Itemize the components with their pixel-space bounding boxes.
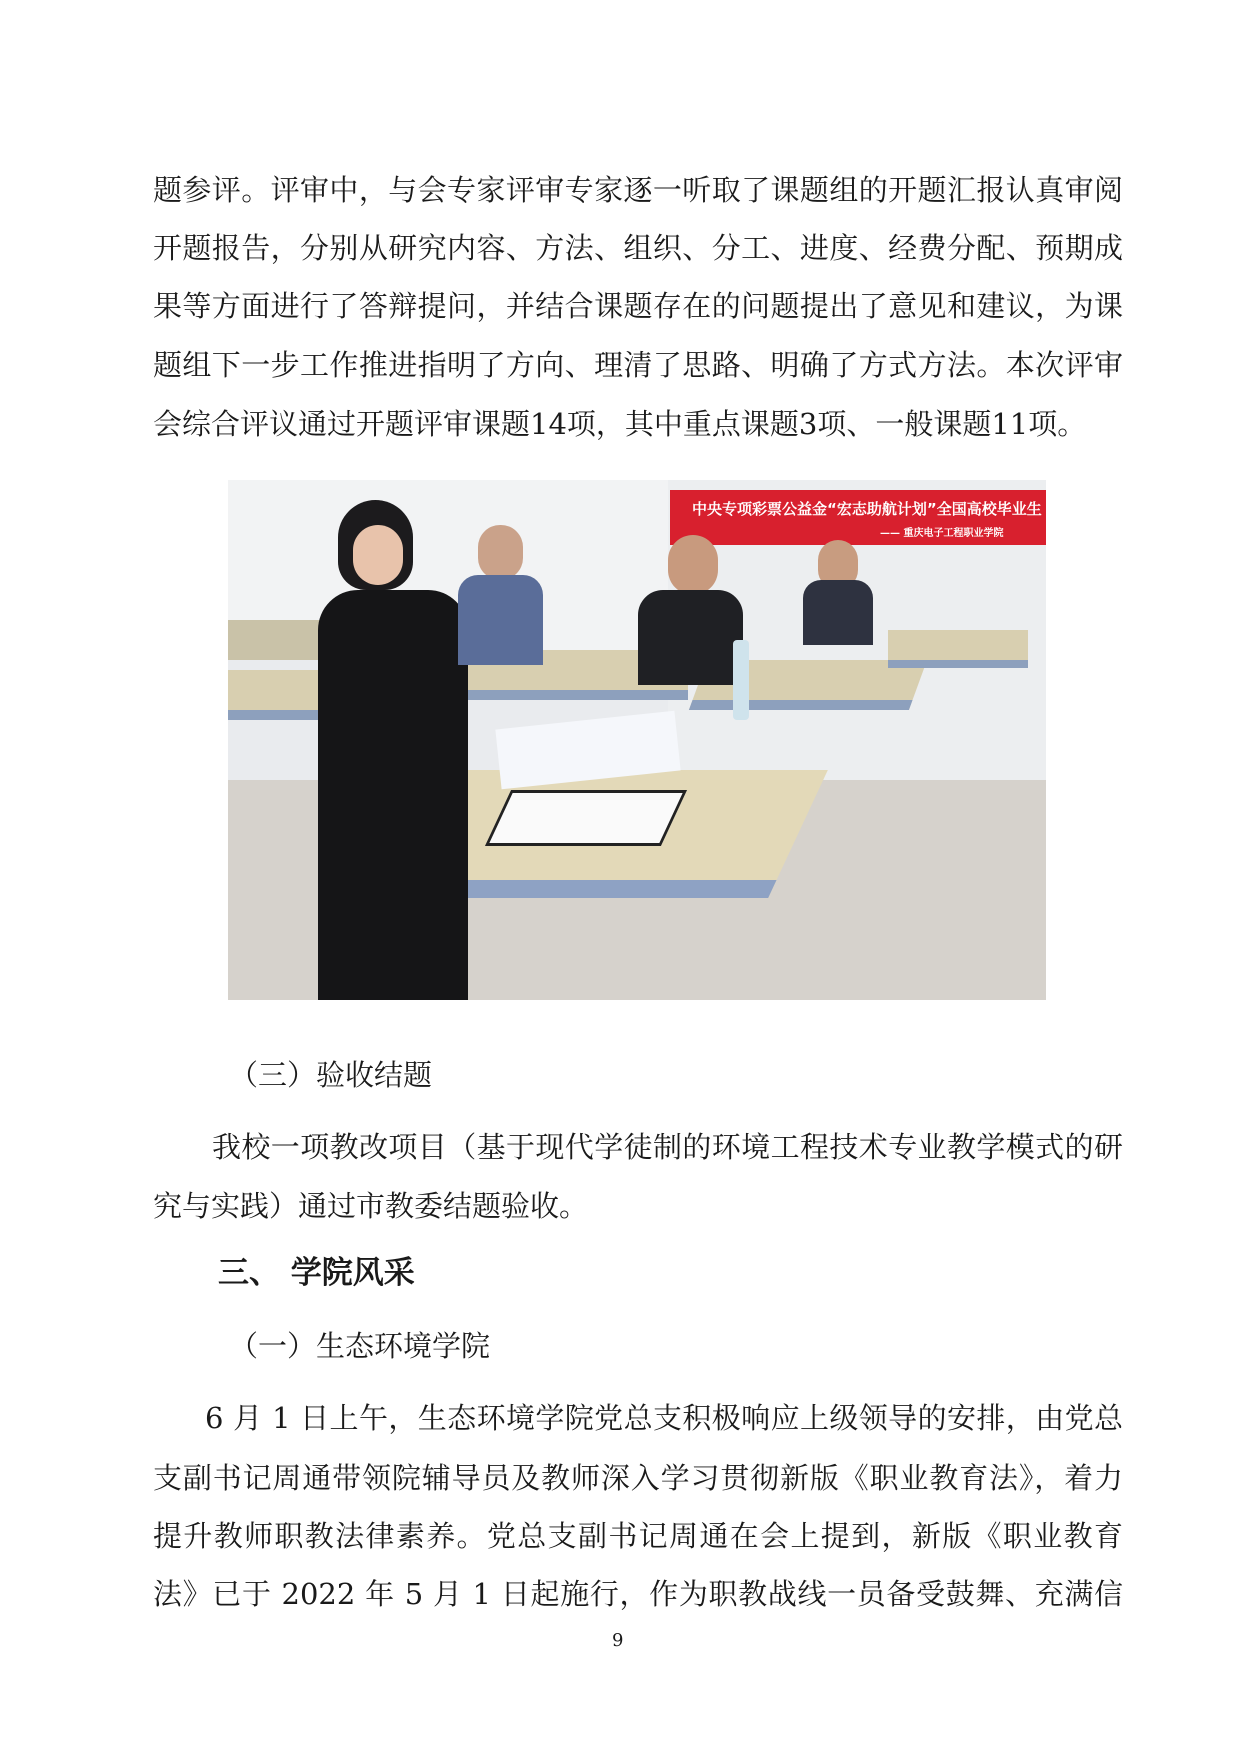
text-line: 会综合评议通过开题评审课题14项，其中重点课题3项、一般课题11项。	[153, 407, 1087, 441]
person	[668, 535, 718, 595]
banner-title: 中央专项彩票公益金“宏志助航计划”全国高校毕业生	[692, 500, 1042, 518]
text-line: 开题报告，分别从研究内容、方法、组织、分工、进度、经费分配、预期成	[153, 231, 1123, 265]
banner-subtitle: —— 重庆电子工程职业学院	[880, 528, 1004, 539]
meeting-photo	[228, 480, 1046, 1000]
sub-heading-college: （一）生态环境学院	[229, 1329, 491, 1363]
page-number: 9	[612, 1630, 624, 1651]
text-line: 题组下一步工作推进指明了方向、理清了思路、明确了方式方法。本次评审	[153, 348, 1123, 382]
person	[478, 525, 523, 580]
text-line: 果等方面进行了答辩提问，并结合课题存在的问题提出了意见和建议，为课	[153, 289, 1123, 323]
section-heading-acceptance: （三）验收结题	[229, 1058, 433, 1092]
text-line: 究与实践）通过市教委结题验收。	[153, 1189, 589, 1223]
text-line: 支副书记周通带领院辅导员及教师深入学习贯彻新版《职业教育法》，着力	[153, 1461, 1123, 1495]
text-line: 提升教师职教法律素养。党总支副书记周通在会上提到，新版《职业教育	[153, 1519, 1123, 1553]
text-line: 法》已于 2022 年 5 月 1 日起施行，作为职教战线一员备受鼓舞、充满信	[153, 1577, 1123, 1611]
text-line: 我校一项教改项目（基于现代学徒制的环境工程技术专业教学模式的研	[212, 1130, 1123, 1164]
banner	[670, 490, 1046, 545]
text-line: 题参评。评审中，与会专家评审专家逐一听取了课题组的开题汇报认真审阅	[153, 173, 1123, 207]
text-line: 6 月 1 日上午，生态环境学院党总支积极响应上级领导的安排，由党总	[205, 1401, 1123, 1435]
chapter-heading: 三、 学院风采	[218, 1255, 415, 1291]
